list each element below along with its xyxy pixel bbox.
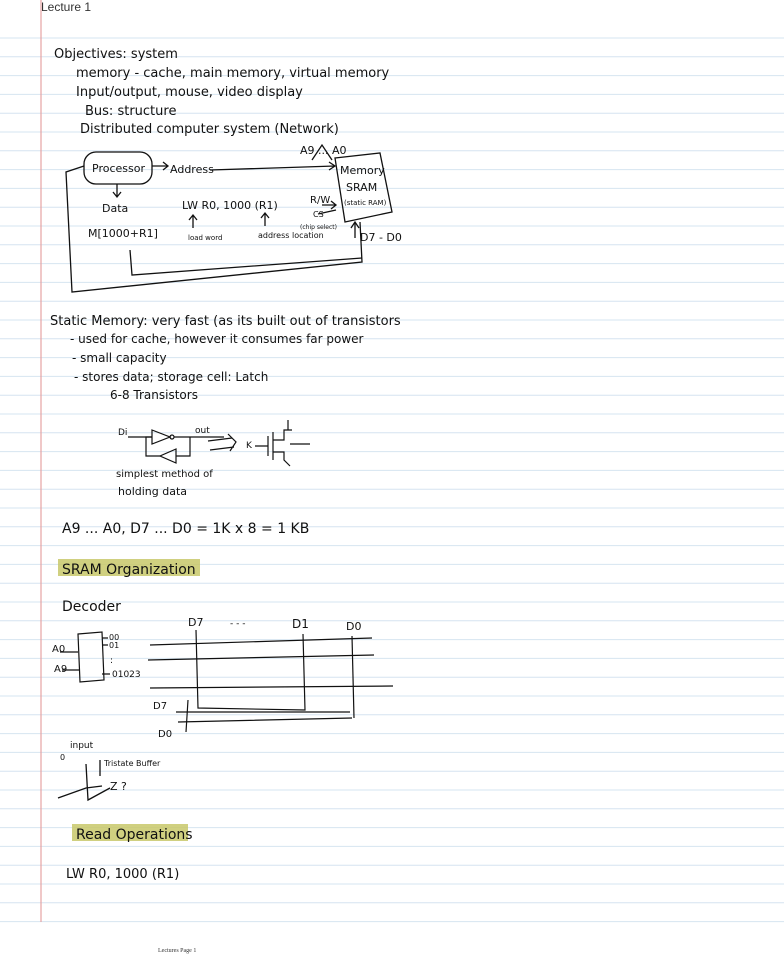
grid-row-2 (148, 655, 374, 660)
processor-to-address-arrow (152, 162, 168, 170)
latch-k-label: K (246, 441, 252, 451)
column-d0-label: D0 (346, 620, 362, 633)
rw-label: R/W (310, 195, 331, 206)
memory-label: Memory (340, 164, 385, 177)
data-bus-label: D7 - D0 (360, 231, 402, 244)
tristate-buffer-label: Tristate Buffer (104, 759, 161, 768)
chip-select-label: (chip select) (300, 224, 337, 231)
static-memory-line-1: Static Memory: very fast (as its built out of transistors (50, 314, 401, 329)
read-operations-instruction: LW R0, 1000 (R1) (66, 867, 180, 882)
tristate-z-label: Z ? (110, 780, 127, 793)
static-ram-label: (static RAM) (344, 199, 387, 207)
latch-feedback-left (146, 437, 160, 456)
latch-out-label: out (195, 426, 210, 436)
objectives-line-5: Distributed computer system (Network) (80, 122, 339, 137)
bus-inner-line (130, 250, 362, 275)
decoder-output-dots: : (110, 656, 114, 666)
processor-label: Processor (92, 162, 145, 175)
memory-expression: M[1000+R1] (88, 227, 158, 240)
static-memory-line-5: 6-8 Transistors (110, 388, 198, 402)
latch-diagram (128, 420, 310, 466)
decoder-input-a0: A0 (52, 644, 66, 655)
load-word-label: load word (188, 234, 223, 242)
decoder-label: Decoder (62, 599, 121, 615)
tristate-buffer-diagram (58, 760, 110, 800)
static-memory-line-4: - stores data; storage cell: Latch (74, 370, 269, 384)
data-bus-arrow (351, 222, 359, 238)
latch-buffer-forward (152, 430, 170, 444)
grid-row-1 (150, 638, 372, 645)
address-arrow (210, 162, 335, 170)
page-title: Lecture 1 (41, 0, 92, 14)
static-memory-line-2: - used for cache, however it consumes far power (70, 332, 364, 346)
read-operations-heading: Read Operations (76, 827, 193, 843)
address-location-arrow (261, 213, 269, 226)
data-label: Data (102, 202, 129, 215)
objectives-line-2: memory - cache, main memory, virtual memory (76, 66, 390, 81)
address-location-label: address location (258, 231, 324, 240)
latch-caption-2: holding data (118, 485, 188, 498)
page-footer: Lectures Page 1 (158, 948, 197, 954)
grid-bottom-lines (176, 712, 352, 722)
processor-to-data-arrow (113, 184, 121, 197)
latch-di-label: Di (118, 428, 128, 438)
sram-organization-heading: SRAM Organization (62, 562, 196, 578)
row-d7-label: D7 (153, 701, 168, 712)
latch-feedback-right (176, 437, 190, 456)
latch-caption-1: simplest method of (116, 469, 213, 480)
sram-label: SRAM (346, 181, 378, 194)
decoder-output-01: 01 (109, 641, 120, 650)
objectives-line-4: Bus: structure (85, 104, 177, 119)
column-d7-label: D7 (188, 616, 204, 629)
grid-row-3 (150, 686, 393, 688)
decoder-output-1023: 01023 (112, 670, 141, 680)
tristate-input-label: input (70, 741, 94, 751)
tristate-triangle (86, 764, 110, 800)
cs-label: CS (313, 210, 324, 219)
address-label: Address (170, 163, 214, 176)
capacity-equation: A9 ... A0, D7 ... D0 = 1K x 8 = 1 KB (62, 521, 310, 537)
objectives-line-1: Objectives: system (54, 47, 178, 62)
decoder-input-a9: A9 (54, 664, 68, 675)
row-d0-label: D0 (158, 729, 173, 740)
decoder-output-00: 00 (109, 633, 120, 642)
transistor-symbol (255, 420, 310, 466)
column-dots-label: - - - (230, 619, 246, 629)
static-memory-line-3: - small capacity (72, 351, 167, 365)
grid-bottom-tick (186, 700, 188, 732)
column-d1-label: D1 (292, 617, 309, 631)
address-bus-label: A9 ... A0 (300, 144, 347, 157)
instruction-label: LW R0, 1000 (R1) (182, 199, 278, 212)
tristate-zero-label: 0 (60, 753, 66, 762)
objectives-line-3: Input/output, mouse, video display (76, 85, 303, 100)
